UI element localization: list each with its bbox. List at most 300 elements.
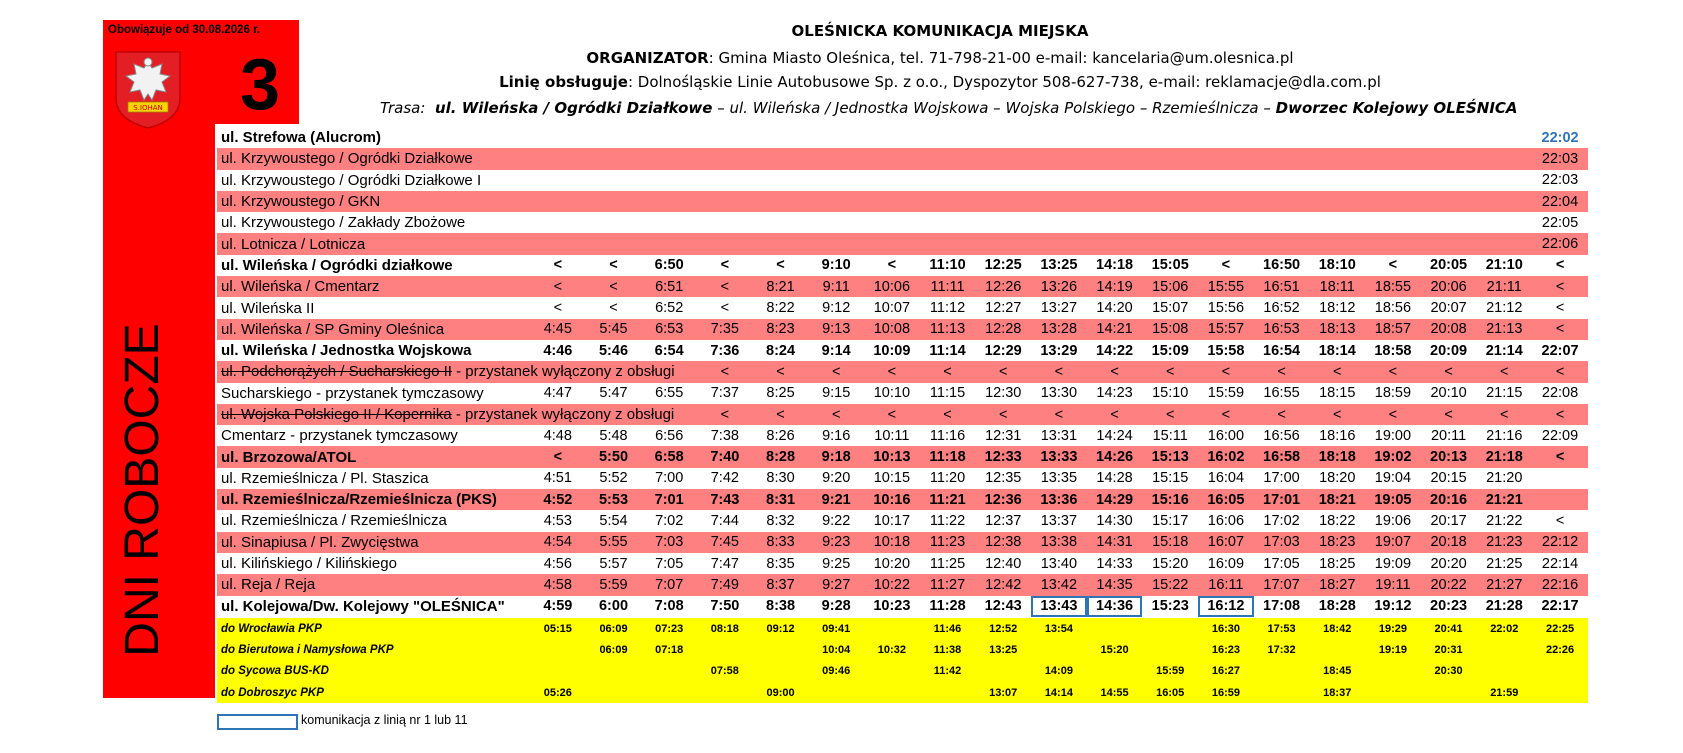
departure-time: 8:32 xyxy=(766,512,795,529)
connection-time xyxy=(1365,682,1421,703)
departure-time xyxy=(1365,212,1421,233)
departure-time: 19:12 xyxy=(1374,598,1412,615)
line-number: 3 xyxy=(239,45,281,125)
departure-time: 13:30 xyxy=(1040,385,1078,402)
timetable-row xyxy=(217,319,1588,340)
stop-name: ul. Strefowa (Alucrom) xyxy=(221,129,382,147)
departure-time: 13:37 xyxy=(1040,512,1078,529)
departure-time: 20:08 xyxy=(1421,319,1477,340)
departure-time: 4:56 xyxy=(543,555,572,572)
departure-time: 12:37 xyxy=(985,512,1022,529)
departure-time xyxy=(1087,233,1143,254)
departure-time: < xyxy=(887,257,897,274)
departure-time: 20:07 xyxy=(1430,300,1467,317)
connection-time: 11:42 xyxy=(920,661,976,682)
departure-time: 11:21 xyxy=(920,489,976,510)
departure-time xyxy=(586,148,642,169)
stop-name: ul. Sinapiusa / Pl. Zwycięstwa xyxy=(217,532,530,553)
departure-time: 15:57 xyxy=(1198,319,1254,340)
connection-time: 09:12 xyxy=(753,618,809,639)
departure-time: 18:25 xyxy=(1319,555,1356,572)
departure-time: 13:36 xyxy=(1031,489,1087,510)
timetable-row xyxy=(217,383,1588,404)
connection-time xyxy=(1142,639,1198,660)
departure-time: 10:10 xyxy=(873,385,911,402)
departure-time: 7:50 xyxy=(710,598,740,615)
connection-time: 18:37 xyxy=(1309,682,1365,703)
departure-time xyxy=(808,233,864,254)
departure-time: 13:27 xyxy=(1040,300,1078,317)
departure-time xyxy=(1476,127,1532,148)
departure-time: 6:00 xyxy=(598,598,629,615)
departure-time: < xyxy=(1532,361,1588,382)
departure-time: 21:13 xyxy=(1476,319,1532,340)
connection-time xyxy=(1532,682,1588,703)
departure-time xyxy=(1365,127,1421,148)
departure-time: 19:11 xyxy=(1365,574,1421,595)
departure-time: < xyxy=(920,404,976,425)
departure-time: 15:07 xyxy=(1152,300,1189,317)
carrier-label: Linię obsługuje xyxy=(499,73,628,91)
departure-time: 20:23 xyxy=(1430,598,1468,615)
connection-time: 22:25 xyxy=(1532,618,1588,639)
connection-time: 05:26 xyxy=(530,682,586,703)
connection-time: 06:09 xyxy=(586,639,642,660)
departure-time xyxy=(1254,233,1310,254)
departure-time: 7:47 xyxy=(710,555,739,572)
departure-time: 4:54 xyxy=(530,532,586,553)
departure-time xyxy=(1421,127,1477,148)
departure-time xyxy=(641,233,697,254)
stop-closed-note: - przystanek wyłączony z obsługi xyxy=(451,363,675,381)
departure-time: 7:35 xyxy=(697,319,753,340)
connection-row xyxy=(217,618,1588,639)
departure-time xyxy=(920,233,976,254)
connection-time: 05:15 xyxy=(530,618,586,639)
departure-time: 16:51 xyxy=(1254,276,1310,297)
departure-time: 13:42 xyxy=(1031,574,1087,595)
departure-time: 10:17 xyxy=(873,512,911,529)
departure-time: 7:44 xyxy=(710,512,739,529)
departure-time xyxy=(1254,170,1310,191)
departure-time: 19:04 xyxy=(1374,470,1412,487)
connection-destination: do Sycowa BUS-KD xyxy=(217,661,530,682)
connection-time: 20:41 xyxy=(1421,618,1477,639)
departure-time xyxy=(1421,170,1477,191)
connection-time xyxy=(641,661,697,682)
departure-time xyxy=(530,212,586,233)
departure-time: 12:40 xyxy=(985,555,1022,572)
departure-time: < xyxy=(1309,404,1365,425)
departure-time: 20:11 xyxy=(1430,427,1467,444)
timetable-row xyxy=(217,170,1588,191)
departure-time: 11:18 xyxy=(920,446,976,467)
departure-time xyxy=(808,148,864,169)
departure-time: 18:16 xyxy=(1319,427,1356,444)
departure-time: 8:26 xyxy=(766,427,795,444)
departure-time: 14:26 xyxy=(1087,446,1143,467)
departure-time xyxy=(1031,127,1087,148)
departure-time: 21:11 xyxy=(1476,276,1532,297)
departure-time xyxy=(1087,148,1143,169)
departure-time: 22:12 xyxy=(1532,532,1588,553)
timetable-row xyxy=(217,127,1588,148)
departure-time: < xyxy=(553,300,563,317)
departure-time xyxy=(864,191,920,212)
departure-time xyxy=(1309,233,1365,254)
departure-time: 16:09 xyxy=(1207,555,1245,572)
departure-time: 7:02 xyxy=(655,512,684,529)
departure-time: 22:03 xyxy=(1532,148,1588,169)
departure-time: < xyxy=(609,257,618,274)
departure-time: 17:07 xyxy=(1254,574,1310,595)
timetable-row xyxy=(217,404,1588,425)
departure-time: 5:48 xyxy=(599,427,628,444)
connection-time xyxy=(975,661,1031,682)
route-line xyxy=(380,99,1518,117)
departure-time: < xyxy=(1309,361,1365,382)
departure-time: 13:38 xyxy=(1031,532,1087,553)
svg-text:S.IOHAN: S.IOHAN xyxy=(133,104,163,112)
departure-time: 12:43 xyxy=(984,598,1022,615)
departure-time: 14:30 xyxy=(1096,512,1133,529)
departure-time: 12:31 xyxy=(985,427,1022,444)
departure-time: 7:05 xyxy=(655,555,684,572)
departure-time: 14:18 xyxy=(1096,257,1134,274)
departure-time: 21:25 xyxy=(1486,555,1523,572)
stop-name: ul. Rzemieślnicza / Pl. Staszica xyxy=(221,469,429,487)
organizer-label: ORGANIZATOR xyxy=(586,49,709,67)
departure-time: 4:59 xyxy=(543,598,573,615)
departure-time xyxy=(586,191,642,212)
departure-time: 15:09 xyxy=(1151,342,1189,359)
departure-time: < xyxy=(586,276,642,297)
departure-time: 11:23 xyxy=(920,532,976,553)
connection-time xyxy=(1142,618,1198,639)
carrier-text: : Dolnośląskie Linie Autobusowe Sp. z o.o., Dyspozytor 508-627-738, e-mail: reklamacje@dla.com.pl xyxy=(627,73,1381,91)
departure-time: 17:02 xyxy=(1263,512,1300,529)
departure-time: 6:58 xyxy=(641,446,697,467)
departure-time: < xyxy=(1421,404,1477,425)
departure-time: 14:22 xyxy=(1096,342,1134,359)
connection-time xyxy=(1365,661,1421,682)
departure-time xyxy=(697,191,753,212)
departure-time: 7:45 xyxy=(697,532,753,553)
departure-time: 14:29 xyxy=(1087,489,1143,510)
departure-time: 10:16 xyxy=(864,489,920,510)
departure-time: < xyxy=(1555,512,1565,529)
connection-time xyxy=(530,661,586,682)
departure-time: 5:57 xyxy=(599,555,628,572)
connection-time xyxy=(864,682,920,703)
departure-time: < xyxy=(1421,361,1477,382)
departure-time xyxy=(1421,191,1477,212)
departure-time xyxy=(530,191,586,212)
departure-time: 4:53 xyxy=(543,512,572,529)
departure-time: < xyxy=(776,257,785,274)
departure-time xyxy=(864,233,920,254)
departure-time xyxy=(1142,191,1198,212)
connection-time: 09:41 xyxy=(808,618,864,639)
departure-time: 20:10 xyxy=(1430,385,1467,402)
departure-time: 20:17 xyxy=(1430,512,1467,529)
connection-time xyxy=(1421,682,1477,703)
departure-time: 15:56 xyxy=(1207,300,1245,317)
departure-time xyxy=(864,212,920,233)
departure-time xyxy=(753,212,809,233)
connection-time: 20:31 xyxy=(1421,639,1477,660)
departure-time: < xyxy=(530,276,586,297)
timetable-row xyxy=(217,596,1588,617)
departure-time: 9:11 xyxy=(808,276,864,297)
departure-time: 22:16 xyxy=(1532,574,1588,595)
stop-name: ul. Kolejowa/Dw. Kolejowy "OLEŚNICA" xyxy=(221,597,505,615)
departure-time xyxy=(1087,212,1143,233)
connection-time: 19:29 xyxy=(1365,618,1421,639)
departure-time xyxy=(641,148,697,169)
departure-time xyxy=(1309,148,1365,169)
departure-time xyxy=(697,127,753,148)
timetable-row xyxy=(217,340,1588,361)
departure-time: 20:05 xyxy=(1430,257,1468,274)
departure-time xyxy=(1365,233,1421,254)
departure-time xyxy=(753,191,809,212)
connection-time xyxy=(920,682,976,703)
departure-time: 9:16 xyxy=(822,427,851,444)
departure-time: 15:06 xyxy=(1142,276,1198,297)
departure-time: < xyxy=(530,446,586,467)
departure-time xyxy=(1421,212,1477,233)
connection-time xyxy=(864,661,920,682)
connection-destination: do Dobroszyc PKP xyxy=(217,682,530,703)
departure-time xyxy=(641,127,697,148)
timetable-row xyxy=(217,574,1588,595)
departure-time: < xyxy=(753,361,809,382)
connection-time: 22:26 xyxy=(1532,639,1588,660)
departure-time xyxy=(975,212,1031,233)
city-crest-icon xyxy=(112,48,184,130)
departure-time xyxy=(1476,170,1532,191)
departure-time: 16:00 xyxy=(1207,427,1245,444)
departure-time: < xyxy=(1031,404,1087,425)
departure-time: 18:18 xyxy=(1309,446,1365,467)
departure-time xyxy=(975,148,1031,169)
departure-time: 17:00 xyxy=(1263,470,1300,487)
departure-time xyxy=(1142,148,1198,169)
stop-name: ul. Brzozowa/ATOL xyxy=(217,446,530,467)
departure-time: 7:03 xyxy=(641,532,697,553)
stop-name: Sucharskiego - przystanek tymczasowy xyxy=(221,384,484,402)
departure-time: 9:28 xyxy=(821,598,851,615)
departure-time: 18:12 xyxy=(1319,300,1356,317)
departure-time: < xyxy=(1087,361,1143,382)
departure-time xyxy=(1309,212,1365,233)
departure-time: 21:10 xyxy=(1485,257,1523,274)
departure-time xyxy=(1254,191,1310,212)
departure-time xyxy=(586,212,642,233)
departure-time xyxy=(1031,148,1087,169)
departure-time: 15:18 xyxy=(1142,532,1198,553)
timetable-row xyxy=(217,446,1588,467)
departure-time: 9:10 xyxy=(821,257,851,274)
departure-time: 19:07 xyxy=(1365,532,1421,553)
departure-time xyxy=(864,148,920,169)
departure-time: 22:17 xyxy=(1541,598,1579,615)
departure-time: 21:21 xyxy=(1476,489,1532,510)
departure-time xyxy=(975,191,1031,212)
timetable-row xyxy=(217,425,1588,446)
organizer-text: : Gmina Miasto Oleśnica, tel. 71-798-21-00 e-mail: kancelaria@um.olesnica.pl xyxy=(708,49,1294,67)
departure-time xyxy=(586,233,642,254)
departure-time: 21:15 xyxy=(1486,385,1523,402)
departure-time: 20:09 xyxy=(1430,342,1468,359)
departure-time xyxy=(1087,170,1143,191)
departure-time: 5:45 xyxy=(586,319,642,340)
connection-row xyxy=(217,682,1588,703)
departure-time: 8:33 xyxy=(753,532,809,553)
departure-time: 19:09 xyxy=(1374,555,1412,572)
connection-time xyxy=(586,682,642,703)
departure-time: 12:29 xyxy=(984,342,1022,359)
departure-time: 10:23 xyxy=(873,598,911,615)
departure-time: 5:54 xyxy=(599,512,628,529)
departure-time xyxy=(1142,233,1198,254)
departure-time: 10:07 xyxy=(873,300,911,317)
departure-time: < xyxy=(1254,404,1310,425)
connection-time: 16:23 xyxy=(1198,639,1254,660)
departure-time xyxy=(697,233,753,254)
departure-time xyxy=(1365,148,1421,169)
departure-time: 22:02 xyxy=(1541,129,1579,146)
departure-time xyxy=(1198,170,1254,191)
departure-time xyxy=(641,212,697,233)
departure-time: 10:15 xyxy=(873,470,911,487)
departure-time xyxy=(641,170,697,191)
departure-time: 18:56 xyxy=(1374,300,1412,317)
departure-time: 9:14 xyxy=(821,342,851,359)
timetable-row xyxy=(217,532,1588,553)
departure-time: 9:12 xyxy=(822,300,851,317)
departure-time xyxy=(1142,212,1198,233)
departure-time: 12:42 xyxy=(975,574,1031,595)
departure-time xyxy=(920,127,976,148)
connection-time: 22:02 xyxy=(1476,618,1532,639)
connection-time: 16:59 xyxy=(1198,682,1254,703)
departure-time xyxy=(1476,212,1532,233)
departure-time xyxy=(641,191,697,212)
departure-time xyxy=(864,170,920,191)
departure-time: 16:04 xyxy=(1207,470,1245,487)
departure-time: < xyxy=(1198,404,1254,425)
departure-time: 15:13 xyxy=(1142,446,1198,467)
departure-time: 13:43 xyxy=(1031,596,1087,617)
departure-time: 8:22 xyxy=(766,300,795,317)
departure-time: 20:22 xyxy=(1421,574,1477,595)
departure-time: 20:16 xyxy=(1421,489,1477,510)
departure-time: < xyxy=(808,404,864,425)
departure-time: 18:23 xyxy=(1309,532,1365,553)
departure-time: 16:50 xyxy=(1263,257,1301,274)
departure-time: 9:25 xyxy=(822,555,851,572)
departure-time: 18:20 xyxy=(1319,470,1356,487)
connection-time: 18:45 xyxy=(1309,661,1365,682)
departure-time: 10:06 xyxy=(864,276,920,297)
departure-time: < xyxy=(920,361,976,382)
connection-time: 15:59 xyxy=(1142,661,1198,682)
stop-name: ul. Reja / Reja xyxy=(217,574,530,595)
departure-time: 21:28 xyxy=(1485,598,1523,615)
connection-time xyxy=(586,661,642,682)
departure-time: 20:06 xyxy=(1421,276,1477,297)
departure-time: 6:54 xyxy=(654,342,684,359)
departure-time xyxy=(1142,127,1198,148)
departure-time xyxy=(1031,233,1087,254)
departure-time: < xyxy=(1198,361,1254,382)
departure-time xyxy=(1476,233,1532,254)
timetable-row xyxy=(217,191,1588,212)
departure-time: 12:28 xyxy=(975,319,1031,340)
departure-time: 7:36 xyxy=(710,342,740,359)
departure-time: 9:21 xyxy=(808,489,864,510)
connection-time: 10:04 xyxy=(808,639,864,660)
departure-time: 18:22 xyxy=(1319,512,1356,529)
departure-time: 10:13 xyxy=(864,446,920,467)
day-type-label: DNI ROBOCZE xyxy=(116,323,169,657)
connection-time xyxy=(1476,639,1532,660)
connection-time: 15:20 xyxy=(1087,639,1143,660)
departure-time: < xyxy=(1555,257,1565,274)
departure-time xyxy=(1309,170,1365,191)
departure-time: < xyxy=(864,404,920,425)
stop-name: ul. Rzemieślnicza / Rzemieślnicza xyxy=(221,512,447,530)
departure-time: 4:58 xyxy=(530,574,586,595)
departure-time: 21:20 xyxy=(1486,470,1523,487)
departure-time: 15:11 xyxy=(1152,427,1188,444)
departure-time: 14:36 xyxy=(1087,596,1143,617)
stop-name-struck: ul. Podchorążych / Sucharskiego II xyxy=(221,363,452,381)
connection-time: 12:52 xyxy=(975,618,1031,639)
departure-time: 5:52 xyxy=(599,470,628,487)
departure-time: 16:12 xyxy=(1198,596,1254,617)
departure-time: 22:08 xyxy=(1541,385,1579,402)
departure-time xyxy=(1198,148,1254,169)
departure-time: < xyxy=(1476,361,1532,382)
departure-time: < xyxy=(975,361,1031,382)
departure-time xyxy=(697,212,753,233)
connection-time xyxy=(864,618,920,639)
departure-time xyxy=(1254,212,1310,233)
departure-time: 7:40 xyxy=(697,446,753,467)
departure-time: < xyxy=(1142,404,1198,425)
timetable-row xyxy=(217,233,1588,254)
route-end: Dworzec Kolejowy OLEŚNICA xyxy=(1275,99,1518,117)
departure-time: 16:53 xyxy=(1254,319,1310,340)
departure-time: 19:00 xyxy=(1374,427,1412,444)
departure-time xyxy=(753,127,809,148)
connection-time: 06:09 xyxy=(586,618,642,639)
departure-time: 11:12 xyxy=(929,300,966,317)
departure-time: 20:18 xyxy=(1421,532,1477,553)
departure-time: 10:22 xyxy=(864,574,920,595)
stop-name: Cmentarz - przystanek tymczasowy xyxy=(221,427,458,445)
departure-time: 6:50 xyxy=(654,257,684,274)
connection-time: 11:38 xyxy=(920,639,976,660)
departure-time: 16:55 xyxy=(1263,385,1300,402)
departure-time: 4:48 xyxy=(543,427,572,444)
departure-time xyxy=(975,233,1031,254)
connection-time: 08:18 xyxy=(697,618,753,639)
departure-time: 7:37 xyxy=(710,385,739,402)
